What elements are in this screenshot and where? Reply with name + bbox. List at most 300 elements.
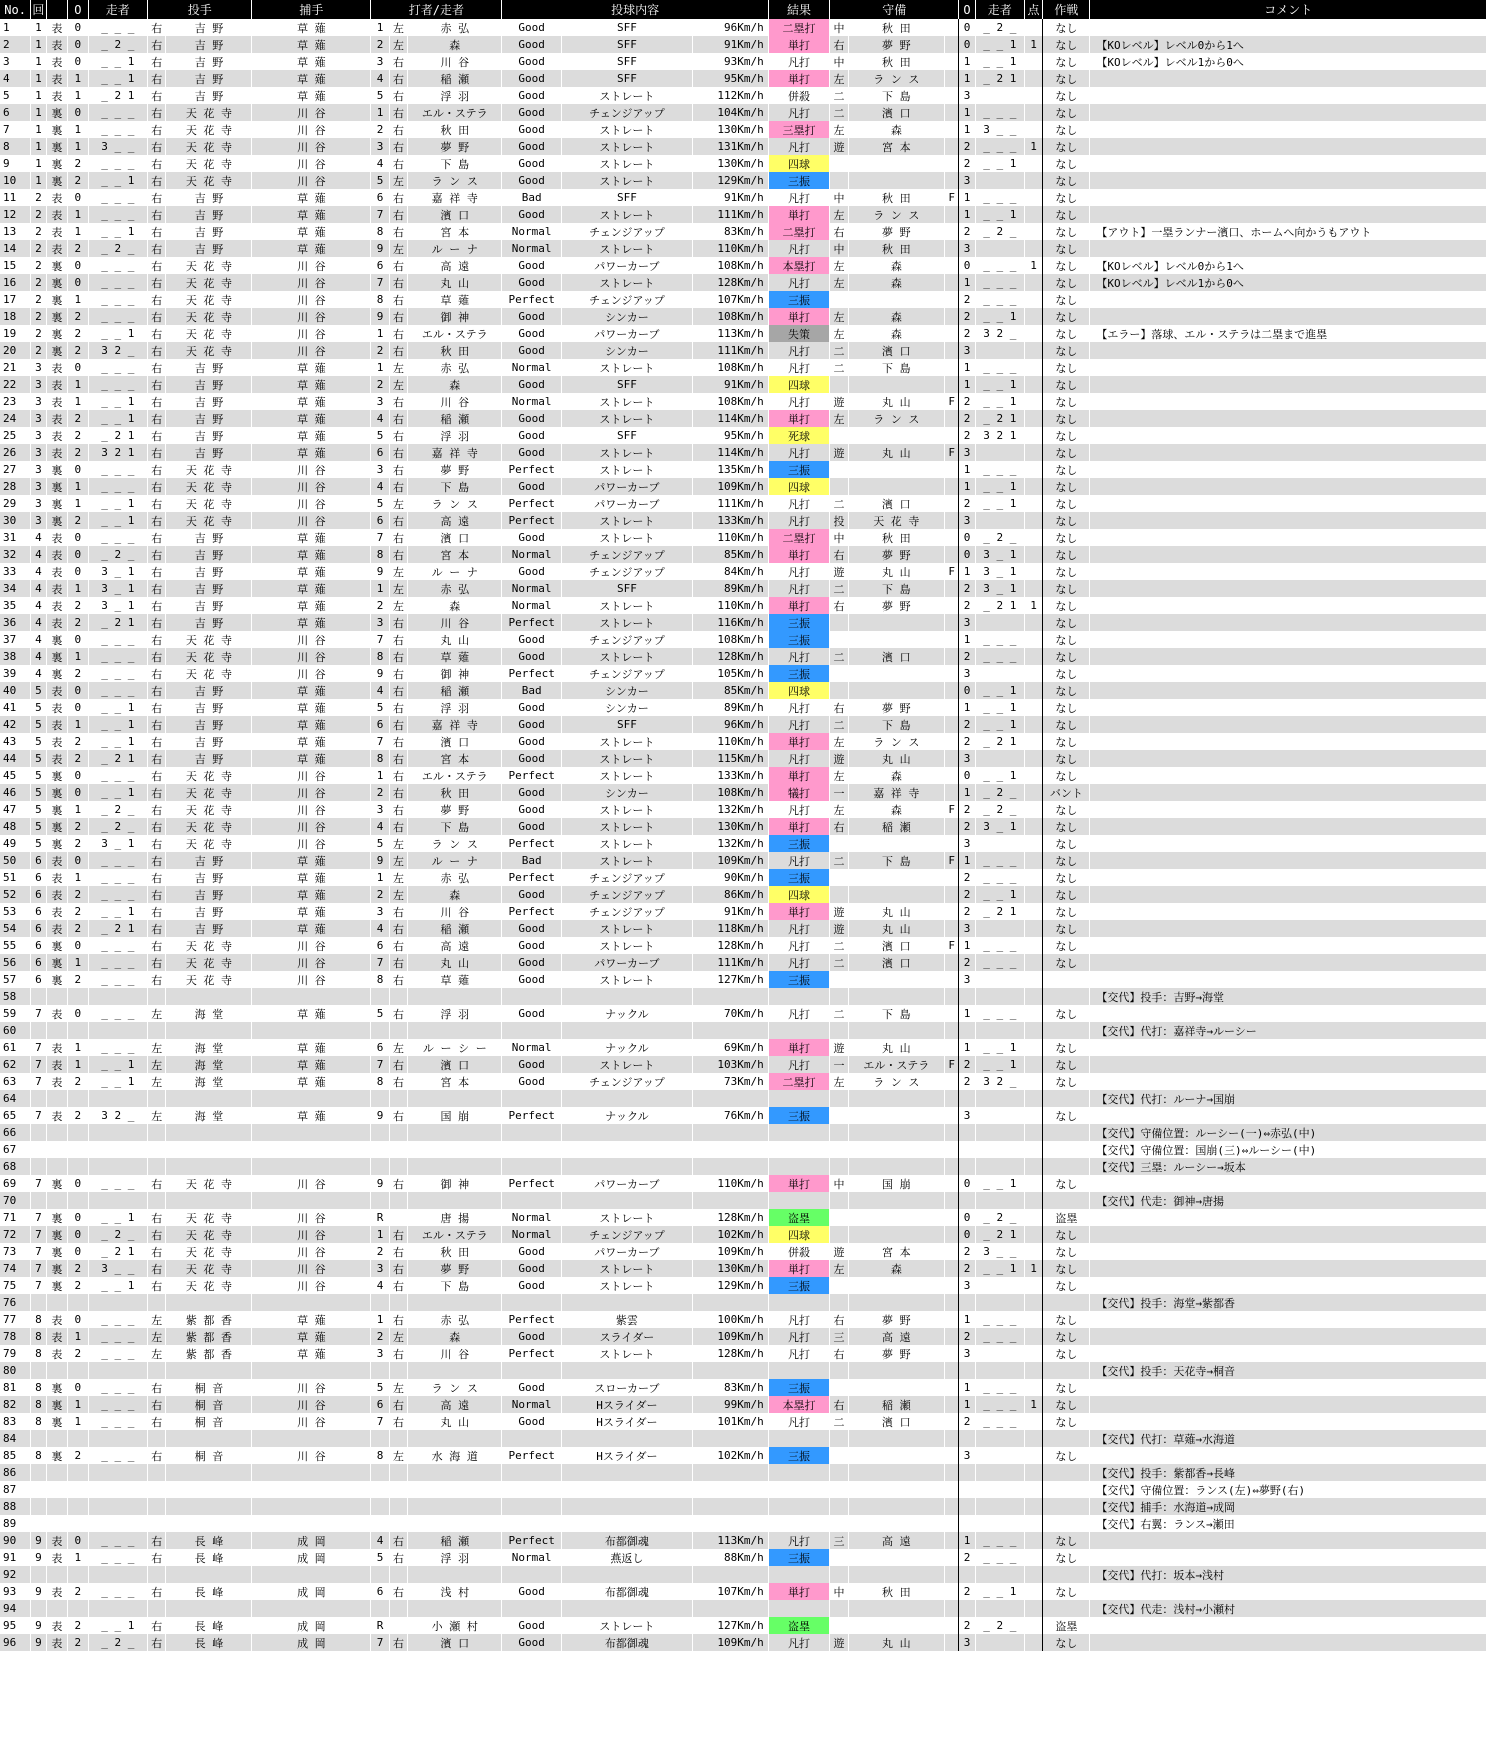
cell-pitch-type: SFF xyxy=(561,580,692,597)
cell-result xyxy=(768,1430,829,1447)
cell-order: 7 xyxy=(371,529,389,546)
cell-half: 表 xyxy=(46,223,68,240)
cell-runs xyxy=(1024,869,1042,886)
cell-speed: 111Km/h xyxy=(692,954,768,971)
cell-pitcher: 天 花 寺 xyxy=(166,155,252,172)
cell-catcher: 川 谷 xyxy=(252,1396,371,1413)
cell-fielder-pos xyxy=(830,1277,848,1294)
cell-pitcher-hand: 右 xyxy=(147,427,165,444)
cell-pitch-quality: Perfect xyxy=(502,903,561,920)
table-row xyxy=(0,1430,1487,1447)
cell-outs-after: 1 xyxy=(959,631,975,648)
cell-outs: 2 xyxy=(68,750,88,767)
cell-half: 裏 xyxy=(46,291,68,308)
cell-catcher: 草 薙 xyxy=(252,70,371,87)
cell-batter: 草 薙 xyxy=(408,291,502,308)
cell-fielder-pos: 中 xyxy=(830,53,848,70)
cell-runners-after xyxy=(975,1141,1024,1158)
cell-runs xyxy=(1024,682,1042,699)
cell-no: 92 xyxy=(0,1566,31,1583)
cell-result: 盗塁 xyxy=(768,1209,829,1226)
cell-pitcher-hand: 右 xyxy=(147,1413,165,1430)
cell-strategy xyxy=(1043,1158,1090,1175)
cell-pitch-type: ストレート xyxy=(561,1345,692,1362)
cell-outs-after: 1 xyxy=(959,189,975,206)
cell-pitcher: 吉 野 xyxy=(166,223,252,240)
cell-batter: 森 xyxy=(408,376,502,393)
cell-no: 10 xyxy=(0,172,31,189)
cell-outs xyxy=(68,1158,88,1175)
cell-half xyxy=(46,1090,68,1107)
cell-order: 5 xyxy=(371,87,389,104)
cell-fielder-pos: 左 xyxy=(830,325,848,342)
cell-half xyxy=(46,1124,68,1141)
cell-fielder-pos: 投 xyxy=(830,512,848,529)
cell-outs: 0 xyxy=(68,359,88,376)
cell-outs-after: 0 xyxy=(959,1175,975,1192)
cell-pitcher: 吉 野 xyxy=(166,206,252,223)
cell-runners-after: _ _ _ xyxy=(975,257,1024,274)
cell-runners: _ _ _ xyxy=(88,478,147,495)
cell-runners-after: _ _ _ xyxy=(975,1549,1024,1566)
cell-fielder xyxy=(848,1090,944,1107)
cell-order: 9 xyxy=(371,665,389,682)
cell-foul xyxy=(944,1141,958,1158)
cell-outs: 2 xyxy=(68,1107,88,1124)
cell-result xyxy=(768,1464,829,1481)
cell-batter-hand: 左 xyxy=(389,597,407,614)
cell-outs-after: 2 xyxy=(959,1549,975,1566)
cell-batter-hand: 右 xyxy=(389,410,407,427)
cell-runners: 3 _ 1 xyxy=(88,597,147,614)
cell-pitcher-hand: 右 xyxy=(147,19,165,36)
cell-outs: 2 xyxy=(68,172,88,189)
cell-outs xyxy=(68,1124,88,1141)
cell-strategy xyxy=(1043,1294,1090,1311)
cell-foul xyxy=(944,19,958,36)
cell-strategy xyxy=(1043,1192,1090,1209)
cell-comment xyxy=(1090,461,1487,478)
cell-pitcher-hand: 右 xyxy=(147,971,165,988)
cell-foul xyxy=(944,36,958,53)
cell-batter: ル ー ナ xyxy=(408,852,502,869)
cell-batter: 川 谷 xyxy=(408,1345,502,1362)
cell-pitcher: 吉 野 xyxy=(166,563,252,580)
cell-pitch-quality: Good xyxy=(502,1243,561,1260)
cell-comment: 【交代】代打：坂本→浅村 xyxy=(1090,1566,1487,1583)
cell-batter-hand: 右 xyxy=(389,1260,407,1277)
cell-fielder-pos: 左 xyxy=(830,121,848,138)
cell-strategy: なし xyxy=(1043,1549,1090,1566)
cell-fielder-pos: 遊 xyxy=(830,903,848,920)
cell-catcher: 草 薙 xyxy=(252,1328,371,1345)
cell-runners-after xyxy=(975,1277,1024,1294)
cell-foul xyxy=(944,1600,958,1617)
cell-fielder: 秋 田 xyxy=(848,529,944,546)
cell-half: 表 xyxy=(46,920,68,937)
cell-fielder: 丸 山 xyxy=(848,393,944,410)
cell-outs: 1 xyxy=(68,801,88,818)
cell-foul xyxy=(944,835,958,852)
cell-runs xyxy=(1024,1022,1042,1039)
cell-pitcher xyxy=(166,1090,252,1107)
cell-result: 凡打 xyxy=(768,53,829,70)
cell-outs: 2 xyxy=(68,1277,88,1294)
cell-half xyxy=(46,1464,68,1481)
cell-inning: 6 xyxy=(31,869,46,886)
cell-foul xyxy=(944,716,958,733)
cell-pitcher-hand: 右 xyxy=(147,767,165,784)
cell-half: 表 xyxy=(46,19,68,36)
cell-result: 凡打 xyxy=(768,1311,829,1328)
cell-order: 8 xyxy=(371,750,389,767)
cell-pitch-type: パワーカーブ xyxy=(561,478,692,495)
table-row xyxy=(0,1600,1487,1617)
cell-pitcher-hand xyxy=(147,1481,165,1498)
cell-runs xyxy=(1024,971,1042,988)
cell-runners-after xyxy=(975,1022,1024,1039)
cell-runners-after: _ _ _ xyxy=(975,954,1024,971)
cell-no: 24 xyxy=(0,410,31,427)
cell-comment xyxy=(1090,206,1487,223)
cell-speed: 100Km/h xyxy=(692,1311,768,1328)
cell-runners-after xyxy=(975,87,1024,104)
cell-inning xyxy=(31,1464,46,1481)
cell-catcher: 川 谷 xyxy=(252,1243,371,1260)
cell-order: 7 xyxy=(371,1413,389,1430)
cell-strategy: なし xyxy=(1043,1039,1090,1056)
cell-no: 84 xyxy=(0,1430,31,1447)
cell-speed xyxy=(692,1141,768,1158)
cell-runs xyxy=(1024,1175,1042,1192)
cell-comment xyxy=(1090,1107,1487,1124)
cell-pitch-quality: Perfect xyxy=(502,614,561,631)
cell-inning: 2 xyxy=(31,189,46,206)
cell-fielder-pos xyxy=(830,172,848,189)
cell-pitch-type: ストレート xyxy=(561,121,692,138)
cell-fielder xyxy=(848,155,944,172)
cell-pitcher: 吉 野 xyxy=(166,427,252,444)
cell-batter: 稲 瀬 xyxy=(408,70,502,87)
cell-comment xyxy=(1090,580,1487,597)
cell-speed: 130Km/h xyxy=(692,1260,768,1277)
cell-batter-hand xyxy=(389,1294,407,1311)
cell-catcher: 川 谷 xyxy=(252,818,371,835)
cell-no: 40 xyxy=(0,682,31,699)
cell-half: 表 xyxy=(46,733,68,750)
cell-batter xyxy=(408,1158,502,1175)
cell-order: 4 xyxy=(371,682,389,699)
cell-runners-after xyxy=(975,1345,1024,1362)
cell-outs-after: 1 xyxy=(959,1396,975,1413)
cell-outs-after: 2 xyxy=(959,886,975,903)
cell-half xyxy=(46,1430,68,1447)
cell-outs-after xyxy=(959,1498,975,1515)
cell-foul xyxy=(944,954,958,971)
cell-batter xyxy=(408,988,502,1005)
cell-pitcher: 天 花 寺 xyxy=(166,325,252,342)
cell-runs: 1 xyxy=(1024,138,1042,155)
cell-no: 90 xyxy=(0,1532,31,1549)
cell-batter: 浮 羽 xyxy=(408,87,502,104)
cell-outs-after: 2 xyxy=(959,291,975,308)
cell-inning: 5 xyxy=(31,716,46,733)
cell-no: 88 xyxy=(0,1498,31,1515)
cell-foul xyxy=(944,427,958,444)
cell-catcher xyxy=(252,1022,371,1039)
cell-comment: 【KOレベル】レベル1から0へ xyxy=(1090,53,1487,70)
cell-pitcher: 吉 野 xyxy=(166,699,252,716)
cell-half: 表 xyxy=(46,1073,68,1090)
cell-pitcher-hand xyxy=(147,1294,165,1311)
cell-outs: 0 xyxy=(68,546,88,563)
cell-order: 6 xyxy=(371,716,389,733)
cell-half xyxy=(46,1362,68,1379)
cell-no: 31 xyxy=(0,529,31,546)
cell-pitch-quality: Perfect xyxy=(502,1345,561,1362)
cell-pitcher-hand: 右 xyxy=(147,36,165,53)
cell-outs-after: 1 xyxy=(959,852,975,869)
cell-no: 14 xyxy=(0,240,31,257)
cell-half: 表 xyxy=(46,1107,68,1124)
cell-pitch-type: パワーカーブ xyxy=(561,1243,692,1260)
cell-outs: 2 xyxy=(68,733,88,750)
cell-runs xyxy=(1024,410,1042,427)
cell-pitch-quality: Perfect xyxy=(502,1175,561,1192)
cell-pitcher: 吉 野 xyxy=(166,70,252,87)
table-row xyxy=(0,597,1487,614)
cell-runs xyxy=(1024,478,1042,495)
cell-outs-after: 1 xyxy=(959,461,975,478)
cell-batter-hand xyxy=(389,1158,407,1175)
cell-runners-after: 3 _ 1 xyxy=(975,580,1024,597)
cell-pitcher xyxy=(166,1515,252,1532)
cell-foul xyxy=(944,1073,958,1090)
cell-runs xyxy=(1024,53,1042,70)
cell-runners xyxy=(88,1141,147,1158)
cell-result: 単打 xyxy=(768,903,829,920)
cell-runners-after: _ 2 _ xyxy=(975,801,1024,818)
cell-batter: 川 谷 xyxy=(408,393,502,410)
cell-pitch-type xyxy=(561,1158,692,1175)
cell-pitcher: 吉 野 xyxy=(166,444,252,461)
cell-runners-after xyxy=(975,614,1024,631)
cell-pitcher-hand: 右 xyxy=(147,614,165,631)
cell-pitch-type: SFF xyxy=(561,716,692,733)
cell-order xyxy=(371,1294,389,1311)
cell-batter: 赤 弘 xyxy=(408,869,502,886)
cell-fielder xyxy=(848,427,944,444)
table-row xyxy=(0,1311,1487,1328)
cell-pitcher-hand xyxy=(147,1498,165,1515)
cell-outs: 2 xyxy=(68,903,88,920)
cell-inning xyxy=(31,1498,46,1515)
cell-batter: 唐 揚 xyxy=(408,1209,502,1226)
cell-speed: 109Km/h xyxy=(692,1634,768,1651)
cell-outs: 2 xyxy=(68,444,88,461)
cell-speed: 83Km/h xyxy=(692,1379,768,1396)
table-row xyxy=(0,784,1487,801)
cell-strategy: なし xyxy=(1043,597,1090,614)
cell-runners-after: _ _ _ xyxy=(975,138,1024,155)
cell-pitcher: 吉 野 xyxy=(166,87,252,104)
cell-foul xyxy=(944,733,958,750)
cell-fielder-pos: 三 xyxy=(830,1532,848,1549)
cell-pitch-type xyxy=(561,988,692,1005)
cell-batter-hand: 右 xyxy=(389,733,407,750)
cell-fielder: 森 xyxy=(848,325,944,342)
cell-outs: 2 xyxy=(68,1583,88,1600)
table-row xyxy=(0,257,1487,274)
cell-runners xyxy=(88,1022,147,1039)
cell-batter xyxy=(408,1515,502,1532)
cell-fielder-pos: 右 xyxy=(830,1345,848,1362)
cell-comment xyxy=(1090,1056,1487,1073)
cell-runs xyxy=(1024,1192,1042,1209)
cell-fielder-pos xyxy=(830,1226,848,1243)
cell-speed: 115Km/h xyxy=(692,750,768,767)
table-row xyxy=(0,53,1487,70)
cell-runners-after: _ 2 _ xyxy=(975,784,1024,801)
cell-outs: 2 xyxy=(68,342,88,359)
cell-pitch-quality: Good xyxy=(502,784,561,801)
cell-batter: 宮 本 xyxy=(408,223,502,240)
cell-strategy: なし xyxy=(1043,121,1090,138)
cell-runners-after: _ _ _ xyxy=(975,1005,1024,1022)
cell-half xyxy=(46,1600,68,1617)
cell-outs: 2 xyxy=(68,1447,88,1464)
cell-batter-hand xyxy=(389,1362,407,1379)
cell-half: 表 xyxy=(46,1311,68,1328)
cell-outs-after xyxy=(959,1430,975,1447)
cell-catcher: 草 薙 xyxy=(252,19,371,36)
cell-inning: 9 xyxy=(31,1617,46,1634)
cell-no: 53 xyxy=(0,903,31,920)
cell-outs-after: 3 xyxy=(959,240,975,257)
cell-no: 70 xyxy=(0,1192,31,1209)
cell-result: 三振 xyxy=(768,1107,829,1124)
cell-catcher: 川 谷 xyxy=(252,325,371,342)
cell-runners-after: _ 2 1 xyxy=(975,1226,1024,1243)
cell-batter xyxy=(408,1090,502,1107)
cell-foul xyxy=(944,1396,958,1413)
table-row xyxy=(0,580,1487,597)
cell-runners-after: _ _ _ xyxy=(975,869,1024,886)
cell-comment xyxy=(1090,1379,1487,1396)
cell-runs xyxy=(1024,1600,1042,1617)
cell-pitcher: 海 堂 xyxy=(166,1073,252,1090)
cell-half: 表 xyxy=(46,716,68,733)
cell-batter-hand: 右 xyxy=(389,155,407,172)
cell-foul xyxy=(944,767,958,784)
cell-inning: 3 xyxy=(31,376,46,393)
cell-pitch-quality xyxy=(502,1566,561,1583)
cell-order: 3 xyxy=(371,461,389,478)
cell-pitcher-hand: 右 xyxy=(147,393,165,410)
cell-batter: 赤 弘 xyxy=(408,19,502,36)
cell-half: 裏 xyxy=(46,801,68,818)
cell-runs xyxy=(1024,1294,1042,1311)
cell-no: 32 xyxy=(0,546,31,563)
cell-catcher xyxy=(252,1192,371,1209)
cell-runners-after: _ _ _ xyxy=(975,104,1024,121)
cell-catcher xyxy=(252,988,371,1005)
cell-runners: _ _ 1 xyxy=(88,1277,147,1294)
cell-batter xyxy=(408,1464,502,1481)
cell-runners: 3 _ 1 xyxy=(88,563,147,580)
cell-order xyxy=(371,1430,389,1447)
cell-half: 表 xyxy=(46,1056,68,1073)
cell-strategy: なし xyxy=(1043,818,1090,835)
cell-outs: 1 xyxy=(68,70,88,87)
cell-half: 表 xyxy=(46,563,68,580)
cell-foul xyxy=(944,903,958,920)
cell-half xyxy=(46,1515,68,1532)
cell-runs xyxy=(1024,342,1042,359)
cell-foul xyxy=(944,1566,958,1583)
cell-speed: 130Km/h xyxy=(692,155,768,172)
cell-half: 表 xyxy=(46,1345,68,1362)
cell-strategy: なし xyxy=(1043,70,1090,87)
cell-fielder-pos: 二 xyxy=(830,852,848,869)
cell-runs xyxy=(1024,1379,1042,1396)
cell-catcher: 草 薙 xyxy=(252,614,371,631)
cell-outs-after: 2 xyxy=(959,818,975,835)
cell-no: 11 xyxy=(0,189,31,206)
cell-outs xyxy=(68,1515,88,1532)
cell-runs xyxy=(1024,835,1042,852)
cell-pitcher: 桐 音 xyxy=(166,1396,252,1413)
cell-pitch-quality xyxy=(502,1430,561,1447)
cell-result: 凡打 xyxy=(768,393,829,410)
cell-foul: F xyxy=(944,563,958,580)
cell-speed: 101Km/h xyxy=(692,1413,768,1430)
table-row xyxy=(0,1226,1487,1243)
cell-foul xyxy=(944,988,958,1005)
cell-comment xyxy=(1090,1328,1487,1345)
cell-pitch-quality: Good xyxy=(502,1277,561,1294)
cell-no: 49 xyxy=(0,835,31,852)
cell-order: 6 xyxy=(371,257,389,274)
cell-runs xyxy=(1024,1107,1042,1124)
cell-batter-hand: 右 xyxy=(389,699,407,716)
cell-outs: 2 xyxy=(68,665,88,682)
cell-batter-hand: 右 xyxy=(389,257,407,274)
cell-fielder: 森 xyxy=(848,1260,944,1277)
cell-pitch-quality: Perfect xyxy=(502,291,561,308)
cell-outs-after: 2 xyxy=(959,393,975,410)
cell-pitcher-hand: 右 xyxy=(147,104,165,121)
cell-pitch-quality: Normal xyxy=(502,1039,561,1056)
table-row xyxy=(0,699,1487,716)
cell-pitcher-hand: 右 xyxy=(147,223,165,240)
cell-comment xyxy=(1090,869,1487,886)
cell-catcher: 川 谷 xyxy=(252,138,371,155)
cell-fielder: 秋 田 xyxy=(848,240,944,257)
table-row xyxy=(0,903,1487,920)
cell-fielder xyxy=(848,1294,944,1311)
cell-runs xyxy=(1024,733,1042,750)
cell-runs xyxy=(1024,1532,1042,1549)
cell-order: 3 xyxy=(371,53,389,70)
cell-pitch-quality: Normal xyxy=(502,223,561,240)
cell-foul xyxy=(944,1617,958,1634)
cell-pitcher: 桐 音 xyxy=(166,1447,252,1464)
cell-runners: _ _ 1 xyxy=(88,733,147,750)
cell-pitch-quality: Good xyxy=(502,376,561,393)
cell-runs xyxy=(1024,1464,1042,1481)
cell-batter: 丸 山 xyxy=(408,274,502,291)
